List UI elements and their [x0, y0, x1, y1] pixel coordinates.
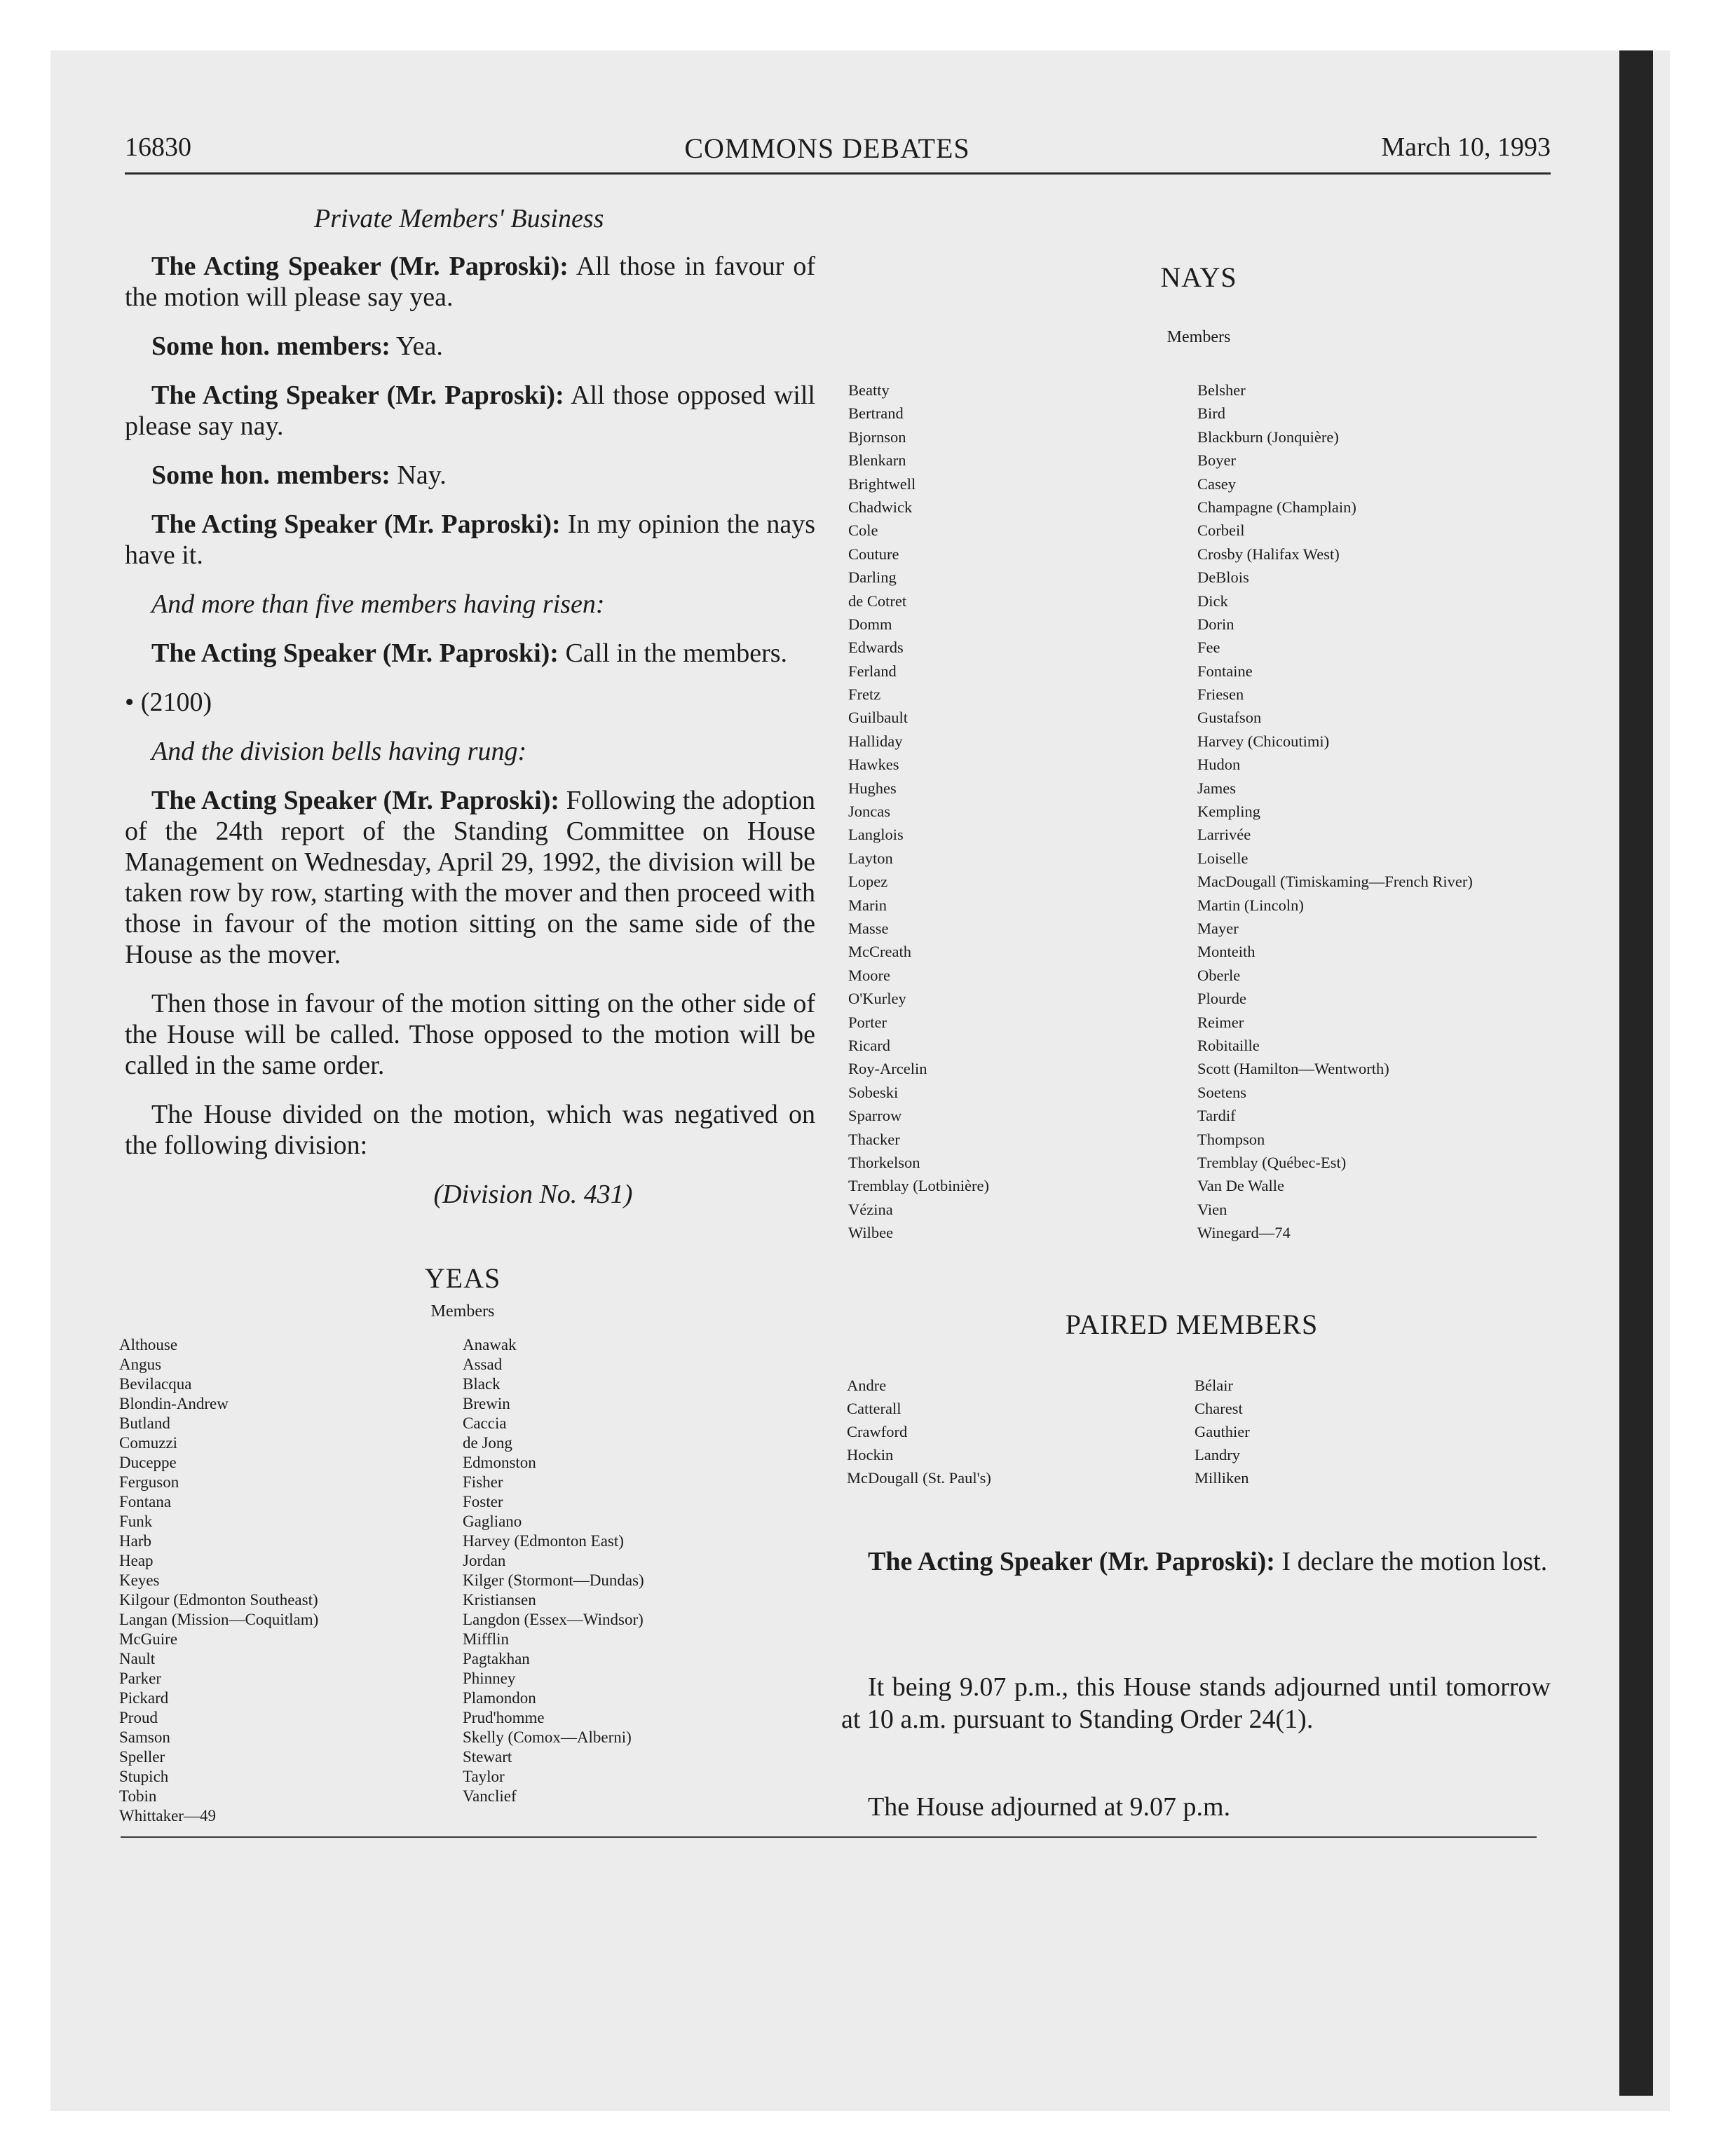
member-name: Edmonston: [463, 1454, 536, 1471]
paired-column-2: [1195, 1374, 1250, 1489]
member-name: Hockin: [847, 1446, 894, 1464]
member-name: Sparrow: [848, 1107, 902, 1125]
member-name: Gustafson: [1197, 709, 1262, 727]
speech-text: I declare the motion lost.: [1274, 1547, 1548, 1576]
member-name: Mifflin: [463, 1630, 510, 1648]
member-name: Landry: [1195, 1446, 1240, 1464]
member-name: Catterall: [847, 1400, 901, 1417]
member-name: Harvey (Edmonton East): [463, 1532, 624, 1550]
member-name: Pickard: [119, 1689, 169, 1707]
member-name: Layton: [848, 849, 893, 867]
member-name: Van De Walle: [1197, 1177, 1284, 1195]
speaker-name: The Acting Speaker (Mr. Paproski):: [151, 252, 569, 281]
member-name: Brewin: [463, 1395, 510, 1412]
member-name: Bélair: [1195, 1377, 1233, 1394]
speaker-name: Some hon. members:: [151, 460, 390, 490]
header-rule: [125, 172, 1551, 175]
paragraph: [125, 331, 815, 362]
member-name: Monteith: [1197, 943, 1256, 961]
member-name: Wilbee: [848, 1224, 894, 1242]
member-name: Boyer: [1197, 451, 1236, 470]
member-name: Skelly (Comox—Alberni): [463, 1728, 632, 1746]
member-name: Black: [463, 1375, 501, 1393]
member-name: Halliday: [848, 732, 903, 750]
member-name: Brightwell: [848, 475, 916, 493]
member-name: Caccia: [463, 1414, 507, 1432]
speaker-name: The Acting Speaker (Mr. Paproski):: [151, 786, 560, 815]
paired-column-1: [847, 1374, 991, 1489]
member-name: Harb: [119, 1532, 151, 1550]
member-name: Friesen: [1197, 685, 1244, 704]
member-name: Langlois: [848, 826, 904, 844]
member-name: Tremblay (Lotbinière): [848, 1177, 989, 1195]
paragraph: [125, 460, 815, 491]
member-name: Tardif: [1197, 1107, 1236, 1125]
member-name: Harvey (Chicoutimi): [1197, 732, 1330, 750]
member-name: Kilgour (Edmonton Southeast): [119, 1591, 318, 1609]
member-name: Angus: [119, 1356, 162, 1373]
paragraph: [125, 251, 815, 313]
member-name: Belsher: [1197, 381, 1246, 399]
member-name: Vien: [1197, 1200, 1227, 1218]
member-name: Gauthier: [1195, 1423, 1250, 1440]
member-name: Winegard—74: [1197, 1224, 1291, 1242]
member-name: Bertrand: [848, 404, 904, 423]
paragraph: [125, 638, 815, 669]
member-name: Nault: [119, 1650, 156, 1667]
page-number: 16830: [125, 132, 191, 162]
member-name: Charest: [1195, 1400, 1243, 1417]
member-name: Kilger (Stormont—Dundas): [463, 1571, 644, 1589]
member-name: Casey: [1197, 475, 1236, 493]
member-name: Oberle: [1197, 966, 1241, 984]
member-name: Mayer: [1197, 919, 1239, 937]
member-name: Fontaine: [1197, 662, 1253, 680]
member-name: DeBlois: [1197, 568, 1249, 587]
member-name: Ricard: [848, 1036, 890, 1054]
paragraph: [125, 785, 815, 970]
member-name: Thacker: [848, 1130, 900, 1148]
member-name: Moore: [848, 966, 890, 984]
member-name: Vézina: [848, 1200, 893, 1218]
member-name: Hudon: [1197, 756, 1241, 774]
member-name: Thorkelson: [848, 1153, 920, 1171]
member-name: Beatty: [848, 381, 890, 399]
member-name: Plourde: [1197, 990, 1246, 1008]
member-name: Guilbault: [848, 709, 908, 727]
member-name: Stewart: [463, 1748, 512, 1766]
member-name: Parker: [119, 1670, 162, 1687]
member-name: Sobeski: [848, 1083, 899, 1101]
paragraph: [125, 509, 815, 571]
left-column-text: [125, 203, 815, 1218]
scan-edge-shadow: [1619, 50, 1653, 2096]
member-name: Thompson: [1197, 1130, 1265, 1148]
member-name: Fee: [1197, 639, 1220, 657]
member-name: Bevilacqua: [119, 1375, 192, 1393]
member-name: Darling: [848, 568, 897, 587]
time-marker: • (2100): [125, 688, 212, 717]
member-name: Blenkarn: [848, 451, 906, 470]
member-name: Vanclief: [463, 1787, 517, 1805]
member-name: Bjornson: [848, 428, 906, 446]
paragraph: [125, 380, 815, 442]
member-name: Roy-Arcelin: [848, 1060, 927, 1078]
speaker-name: The Acting Speaker (Mr. Paproski):: [151, 381, 564, 410]
page-date: March 10, 1993: [1381, 132, 1551, 162]
paragraph: It being 9.07 p.m., this House stands adjourned until tomorrow at 10 a.m. pursuant to Standing Order 24(1).: [841, 1672, 1551, 1734]
member-name: Robitaille: [1197, 1036, 1260, 1054]
member-name: Dick: [1197, 592, 1228, 610]
member-name: Soetens: [1197, 1083, 1246, 1101]
member-name: Proud: [119, 1709, 158, 1726]
member-name: Lopez: [848, 873, 888, 891]
member-name: Taylor: [463, 1768, 505, 1785]
member-name: Comuzzi: [119, 1434, 178, 1452]
member-name: Corbeil: [1197, 521, 1245, 540]
member-name: Loiselle: [1197, 849, 1248, 867]
member-name: Althouse: [119, 1336, 178, 1353]
adjournment-line: The House adjourned at 9.07 p.m.: [868, 1792, 1231, 1822]
member-name: O'Kurley: [848, 990, 906, 1008]
member-name: Langan (Mission—Coquitlam): [119, 1611, 319, 1628]
member-name: Blondin-Andrew: [119, 1395, 229, 1412]
member-name: Phinney: [463, 1670, 516, 1687]
member-name: McDougall (St. Paul's): [847, 1469, 991, 1487]
division-number: (Division No. 431): [433, 1180, 633, 1209]
member-name: Bird: [1197, 404, 1226, 423]
member-name: Kempling: [1197, 803, 1260, 821]
member-name: Duceppe: [119, 1454, 177, 1471]
paragraph: [841, 1546, 1551, 1578]
speech-text: Following the adoption of the 24th report of the Standing Committee on House Management on Wednesday, April 29, 1992, the division will be taken row by row, starting with the mover and then proceed with those in favour of the motion sitting on the same side of the House as the mover.: [125, 786, 816, 969]
member-name: Dorin: [1197, 615, 1234, 633]
member-name: Jordan: [463, 1552, 506, 1569]
member-name: Tobin: [119, 1787, 157, 1805]
member-name: Ferguson: [119, 1473, 179, 1491]
member-name: Reimer: [1197, 1013, 1244, 1031]
yeas-subheading: Members: [430, 1302, 495, 1321]
speech-text: All those opposed will please say nay.: [125, 381, 815, 441]
member-name: Funk: [119, 1513, 153, 1530]
speech-text: In my opinion the nays have it.: [125, 510, 815, 570]
nays-column-1: [848, 378, 989, 1244]
speech-text: Call in the members.: [558, 639, 788, 668]
member-name: Keyes: [119, 1571, 160, 1589]
nays-heading: NAYS: [1160, 261, 1237, 293]
member-name: Stupich: [119, 1768, 169, 1785]
yeas-column-2: [463, 1335, 644, 1806]
yeas-column-1: [119, 1335, 318, 1826]
member-name: Larrivée: [1197, 826, 1251, 844]
member-name: Porter: [848, 1013, 887, 1031]
member-name: McGuire: [119, 1630, 178, 1648]
member-name: Heap: [119, 1552, 154, 1569]
member-name: Kristiansen: [463, 1591, 536, 1609]
member-name: Butland: [119, 1414, 170, 1432]
nays-column-2: [1197, 378, 1473, 1244]
member-name: Chadwick: [848, 498, 913, 516]
member-name: Champagne (Champlain): [1197, 498, 1356, 516]
member-name: Langdon (Essex—Windsor): [463, 1611, 644, 1628]
speaker-name: The Acting Speaker (Mr. Paproski):: [151, 639, 559, 668]
speech-text: Nay.: [390, 460, 447, 490]
member-name: James: [1197, 779, 1236, 797]
member-name: MacDougall (Timiskaming—French River): [1197, 873, 1473, 891]
member-name: Gagliano: [463, 1513, 522, 1530]
member-name: Andre: [847, 1377, 887, 1394]
member-name: Joncas: [848, 803, 890, 821]
member-name: Cole: [848, 521, 878, 540]
member-name: Marin: [848, 896, 887, 914]
paired-heading: PAIRED MEMBERS: [1065, 1309, 1319, 1340]
member-name: Anawak: [463, 1336, 517, 1353]
member-name: Foster: [463, 1493, 503, 1510]
member-name: de Jong: [463, 1434, 512, 1452]
member-name: Samson: [119, 1728, 170, 1746]
member-name: Hawkes: [848, 756, 899, 774]
member-name: Hughes: [848, 779, 897, 797]
speaker-name: The Acting Speaker (Mr. Paproski):: [151, 510, 561, 539]
member-name: Martin (Lincoln): [1197, 896, 1304, 914]
member-name: Ferland: [848, 662, 897, 680]
paragraph: Then those in favour of the motion sitting on the other side of the House will be called. Those opposed to the motion will be called in the same order.: [125, 989, 815, 1080]
stage-direction: And the division bells having rung:: [151, 737, 527, 766]
speaker-name: The Acting Speaker (Mr. Paproski):: [868, 1547, 1275, 1576]
member-name: Whittaker—49: [119, 1807, 216, 1824]
member-name: de Cotret: [848, 592, 907, 610]
speaker-name: Some hon. members:: [151, 332, 390, 361]
member-name: Plamondon: [463, 1689, 536, 1707]
member-name: Blackburn (Jonquière): [1197, 428, 1339, 446]
running-title: COMMONS DEBATES: [684, 132, 970, 164]
member-name: Prud'homme: [463, 1709, 545, 1726]
member-name: Domm: [848, 615, 892, 633]
paragraph: The House divided on the motion, which was negatived on the following division:: [125, 1100, 815, 1160]
member-name: Assad: [463, 1356, 503, 1373]
member-name: Fretz: [848, 685, 881, 704]
member-name: Speller: [119, 1748, 165, 1766]
member-name: Tremblay (Québec-Est): [1197, 1153, 1347, 1171]
member-name: Crawford: [847, 1423, 908, 1440]
member-name: Crosby (Halifax West): [1197, 545, 1340, 563]
speech-text: All those in favour of the motion will please say yea.: [125, 252, 815, 312]
stage-direction: And more than five members having risen:: [151, 589, 605, 619]
nays-subheading: Members: [1166, 328, 1231, 346]
member-name: Edwards: [848, 639, 904, 657]
member-name: Pagtakhan: [463, 1650, 530, 1667]
yeas-heading: YEAS: [424, 1262, 501, 1294]
member-name: Fontana: [119, 1493, 172, 1510]
member-name: McCreath: [848, 943, 911, 961]
member-name: Milliken: [1195, 1469, 1249, 1487]
member-name: Couture: [848, 545, 899, 563]
member-name: Scott (Hamilton—Wentworth): [1197, 1060, 1389, 1078]
member-name: Fisher: [463, 1473, 503, 1491]
member-name: Masse: [848, 919, 889, 937]
speech-text: Yea.: [390, 332, 443, 361]
footer-rule: [121, 1836, 1537, 1838]
section-subheading: Private Members' Business: [314, 204, 604, 233]
